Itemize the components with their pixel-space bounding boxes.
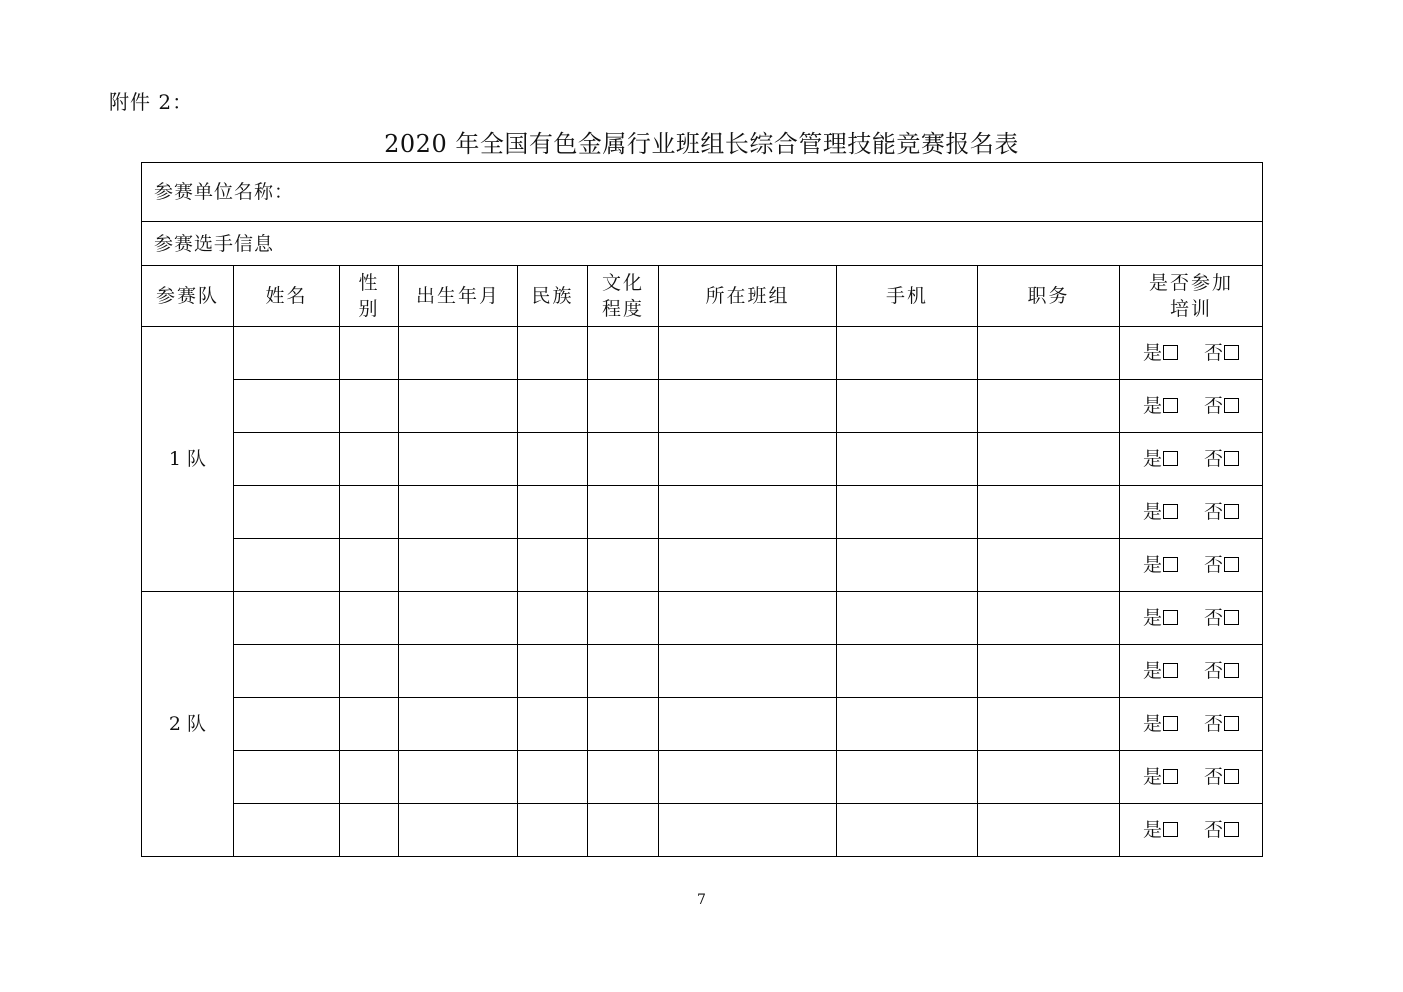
team-group-cell[interactable] xyxy=(659,592,837,645)
phone-cell[interactable] xyxy=(837,539,978,592)
training-choice-cell xyxy=(1120,751,1263,804)
education-cell[interactable] xyxy=(588,804,659,857)
column-header xyxy=(1120,266,1263,327)
name-cell[interactable] xyxy=(234,592,340,645)
ethnicity-cell[interactable] xyxy=(518,486,588,539)
yes-checkbox[interactable] xyxy=(1163,451,1178,466)
yes-label: 是 xyxy=(1143,554,1163,576)
gender-cell[interactable] xyxy=(340,645,399,698)
registration-table xyxy=(141,162,1263,857)
birth-date-cell[interactable] xyxy=(399,539,518,592)
team-group-cell[interactable] xyxy=(659,380,837,433)
column-header-text: 职务 xyxy=(1027,285,1070,307)
header-row xyxy=(142,266,1263,327)
attachment-label: 附件 2： xyxy=(109,90,194,114)
column-header xyxy=(659,266,837,327)
position-cell[interactable] xyxy=(978,433,1120,486)
birth-date-cell[interactable] xyxy=(399,433,518,486)
education-cell[interactable] xyxy=(588,751,659,804)
team-group-cell[interactable] xyxy=(659,539,837,592)
gender-cell[interactable] xyxy=(340,698,399,751)
ethnicity-cell[interactable] xyxy=(518,327,588,380)
no-label: 否 xyxy=(1204,766,1224,788)
team-group-cell[interactable] xyxy=(659,804,837,857)
yes-label: 是 xyxy=(1143,448,1163,470)
no-label: 否 xyxy=(1204,819,1224,841)
ethnicity-cell[interactable] xyxy=(518,804,588,857)
gender-cell[interactable] xyxy=(340,804,399,857)
no-checkbox[interactable] xyxy=(1224,557,1239,572)
team-group-cell[interactable] xyxy=(659,645,837,698)
name-cell[interactable] xyxy=(234,539,340,592)
no-checkbox[interactable] xyxy=(1224,716,1239,731)
form-title: 2020 年全国有色金属行业班组长综合管理技能竞赛报名表 xyxy=(384,130,1019,158)
position-cell[interactable] xyxy=(978,539,1120,592)
phone-cell[interactable] xyxy=(837,751,978,804)
team-group-cell[interactable] xyxy=(659,698,837,751)
name-cell[interactable] xyxy=(234,804,340,857)
team-group-cell[interactable] xyxy=(659,327,837,380)
table-row xyxy=(142,486,1263,539)
team-group-cell[interactable] xyxy=(659,751,837,804)
education-cell[interactable] xyxy=(588,486,659,539)
yes-label: 是 xyxy=(1143,766,1163,788)
table-row xyxy=(142,539,1263,592)
birth-date-cell[interactable] xyxy=(399,645,518,698)
yes-checkbox[interactable] xyxy=(1163,504,1178,519)
name-cell[interactable] xyxy=(234,751,340,804)
training-choice-cell xyxy=(1120,645,1263,698)
yes-checkbox[interactable] xyxy=(1163,716,1178,731)
yes-label: 是 xyxy=(1143,819,1163,841)
birth-date-cell[interactable] xyxy=(399,804,518,857)
section-label: 参赛选手信息 xyxy=(142,222,1263,266)
no-checkbox[interactable] xyxy=(1224,769,1239,784)
birth-date-cell[interactable] xyxy=(399,592,518,645)
position-cell[interactable] xyxy=(978,486,1120,539)
name-cell[interactable] xyxy=(234,645,340,698)
education-cell[interactable] xyxy=(588,645,659,698)
yes-checkbox[interactable] xyxy=(1163,345,1178,360)
yes-label: 是 xyxy=(1143,342,1163,364)
ethnicity-cell[interactable] xyxy=(518,433,588,486)
yes-checkbox[interactable] xyxy=(1163,663,1178,678)
gender-cell[interactable] xyxy=(340,380,399,433)
training-choice-cell xyxy=(1120,592,1263,645)
education-cell[interactable] xyxy=(588,380,659,433)
no-checkbox[interactable] xyxy=(1224,504,1239,519)
name-cell[interactable] xyxy=(234,698,340,751)
ethnicity-cell[interactable] xyxy=(518,645,588,698)
yes-checkbox[interactable] xyxy=(1163,398,1178,413)
training-choice-cell xyxy=(1120,327,1263,380)
gender-cell[interactable] xyxy=(340,486,399,539)
column-header-text: 姓名 xyxy=(265,285,308,307)
position-cell[interactable] xyxy=(978,645,1120,698)
position-cell[interactable] xyxy=(978,380,1120,433)
phone-cell[interactable] xyxy=(837,433,978,486)
no-label: 否 xyxy=(1204,342,1224,364)
education-cell[interactable] xyxy=(588,698,659,751)
column-header-text: 出生年月 xyxy=(415,285,500,307)
phone-cell[interactable] xyxy=(837,698,978,751)
education-cell[interactable] xyxy=(588,539,659,592)
column-header xyxy=(399,266,518,327)
column-header xyxy=(234,266,340,327)
no-checkbox[interactable] xyxy=(1224,451,1239,466)
education-cell[interactable] xyxy=(588,592,659,645)
unit-name-field[interactable] xyxy=(142,163,1263,222)
training-choice-cell xyxy=(1120,804,1263,857)
no-label: 否 xyxy=(1204,395,1224,417)
ethnicity-cell[interactable] xyxy=(518,751,588,804)
position-cell[interactable] xyxy=(978,751,1120,804)
ethnicity-cell[interactable] xyxy=(518,380,588,433)
phone-cell[interactable] xyxy=(837,645,978,698)
team-group-cell[interactable] xyxy=(659,433,837,486)
training-choice-cell xyxy=(1120,380,1263,433)
column-header xyxy=(837,266,978,327)
yes-checkbox[interactable] xyxy=(1163,769,1178,784)
table-row xyxy=(142,698,1263,751)
yes-label: 是 xyxy=(1143,660,1163,682)
no-label: 否 xyxy=(1204,554,1224,576)
birth-date-cell[interactable] xyxy=(399,698,518,751)
name-cell[interactable] xyxy=(234,380,340,433)
training-choice-cell xyxy=(1120,486,1263,539)
gender-cell[interactable] xyxy=(340,592,399,645)
birth-date-cell[interactable] xyxy=(399,751,518,804)
unit-name-label: 参赛单位名称： xyxy=(154,181,295,203)
education-cell[interactable] xyxy=(588,433,659,486)
no-checkbox[interactable] xyxy=(1224,610,1239,625)
no-checkbox[interactable] xyxy=(1224,345,1239,360)
yes-checkbox[interactable] xyxy=(1163,557,1178,572)
column-header-text: 手机 xyxy=(885,285,928,307)
no-checkbox[interactable] xyxy=(1224,398,1239,413)
ethnicity-cell[interactable] xyxy=(518,592,588,645)
position-cell[interactable] xyxy=(978,804,1120,857)
page-number: 7 xyxy=(697,892,706,908)
gender-cell[interactable] xyxy=(340,751,399,804)
column-header-text: 所在班组 xyxy=(705,285,790,307)
phone-cell[interactable] xyxy=(837,380,978,433)
column-header xyxy=(142,266,234,327)
name-cell[interactable] xyxy=(234,433,340,486)
yes-label: 是 xyxy=(1143,713,1163,735)
column-header-text: 培训 xyxy=(1170,298,1213,320)
gender-cell[interactable] xyxy=(340,433,399,486)
yes-label: 是 xyxy=(1143,501,1163,523)
position-cell[interactable] xyxy=(978,698,1120,751)
column-header-text: 是否参加 xyxy=(1149,272,1234,294)
name-cell[interactable] xyxy=(234,486,340,539)
yes-label: 是 xyxy=(1143,395,1163,417)
position-cell[interactable] xyxy=(978,327,1120,380)
position-cell[interactable] xyxy=(978,592,1120,645)
phone-cell[interactable] xyxy=(837,327,978,380)
birth-date-cell[interactable] xyxy=(399,327,518,380)
column-header-text: 参赛队 xyxy=(155,285,219,307)
table-row xyxy=(142,380,1263,433)
name-cell[interactable] xyxy=(234,327,340,380)
gender-cell[interactable] xyxy=(340,539,399,592)
training-choice-cell xyxy=(1120,433,1263,486)
birth-date-cell[interactable] xyxy=(399,486,518,539)
table-row xyxy=(142,751,1263,804)
yes-label: 是 xyxy=(1143,607,1163,629)
table-row xyxy=(142,645,1263,698)
training-choice-cell xyxy=(1120,539,1263,592)
table-row xyxy=(142,433,1263,486)
phone-cell[interactable] xyxy=(837,804,978,857)
ethnicity-cell[interactable] xyxy=(518,698,588,751)
no-checkbox[interactable] xyxy=(1224,822,1239,837)
table-row xyxy=(142,327,1263,380)
team-label: 1 队 xyxy=(142,327,234,592)
column-header xyxy=(588,266,659,327)
education-cell[interactable] xyxy=(588,327,659,380)
column-header xyxy=(340,266,399,327)
column-header-text: 文化 xyxy=(601,272,644,294)
phone-cell[interactable] xyxy=(837,592,978,645)
table-row xyxy=(142,804,1263,857)
no-label: 否 xyxy=(1204,448,1224,470)
training-choice-cell xyxy=(1120,698,1263,751)
column-header xyxy=(978,266,1120,327)
column-header xyxy=(518,266,588,327)
phone-cell[interactable] xyxy=(837,486,978,539)
no-label: 否 xyxy=(1204,660,1224,682)
no-label: 否 xyxy=(1204,607,1224,629)
column-header-text: 民族 xyxy=(531,285,574,307)
yes-checkbox[interactable] xyxy=(1163,610,1178,625)
team-label: 2 队 xyxy=(142,592,234,857)
birth-date-cell[interactable] xyxy=(399,380,518,433)
yes-checkbox[interactable] xyxy=(1163,822,1178,837)
team-group-cell[interactable] xyxy=(659,486,837,539)
no-label: 否 xyxy=(1204,501,1224,523)
no-label: 否 xyxy=(1204,713,1224,735)
no-checkbox[interactable] xyxy=(1224,663,1239,678)
column-header-text: 程度 xyxy=(601,298,644,320)
ethnicity-cell[interactable] xyxy=(518,539,588,592)
column-header-text: 性 xyxy=(358,272,380,294)
gender-cell[interactable] xyxy=(340,327,399,380)
table-row xyxy=(142,592,1263,645)
column-header-text: 别 xyxy=(358,298,380,320)
